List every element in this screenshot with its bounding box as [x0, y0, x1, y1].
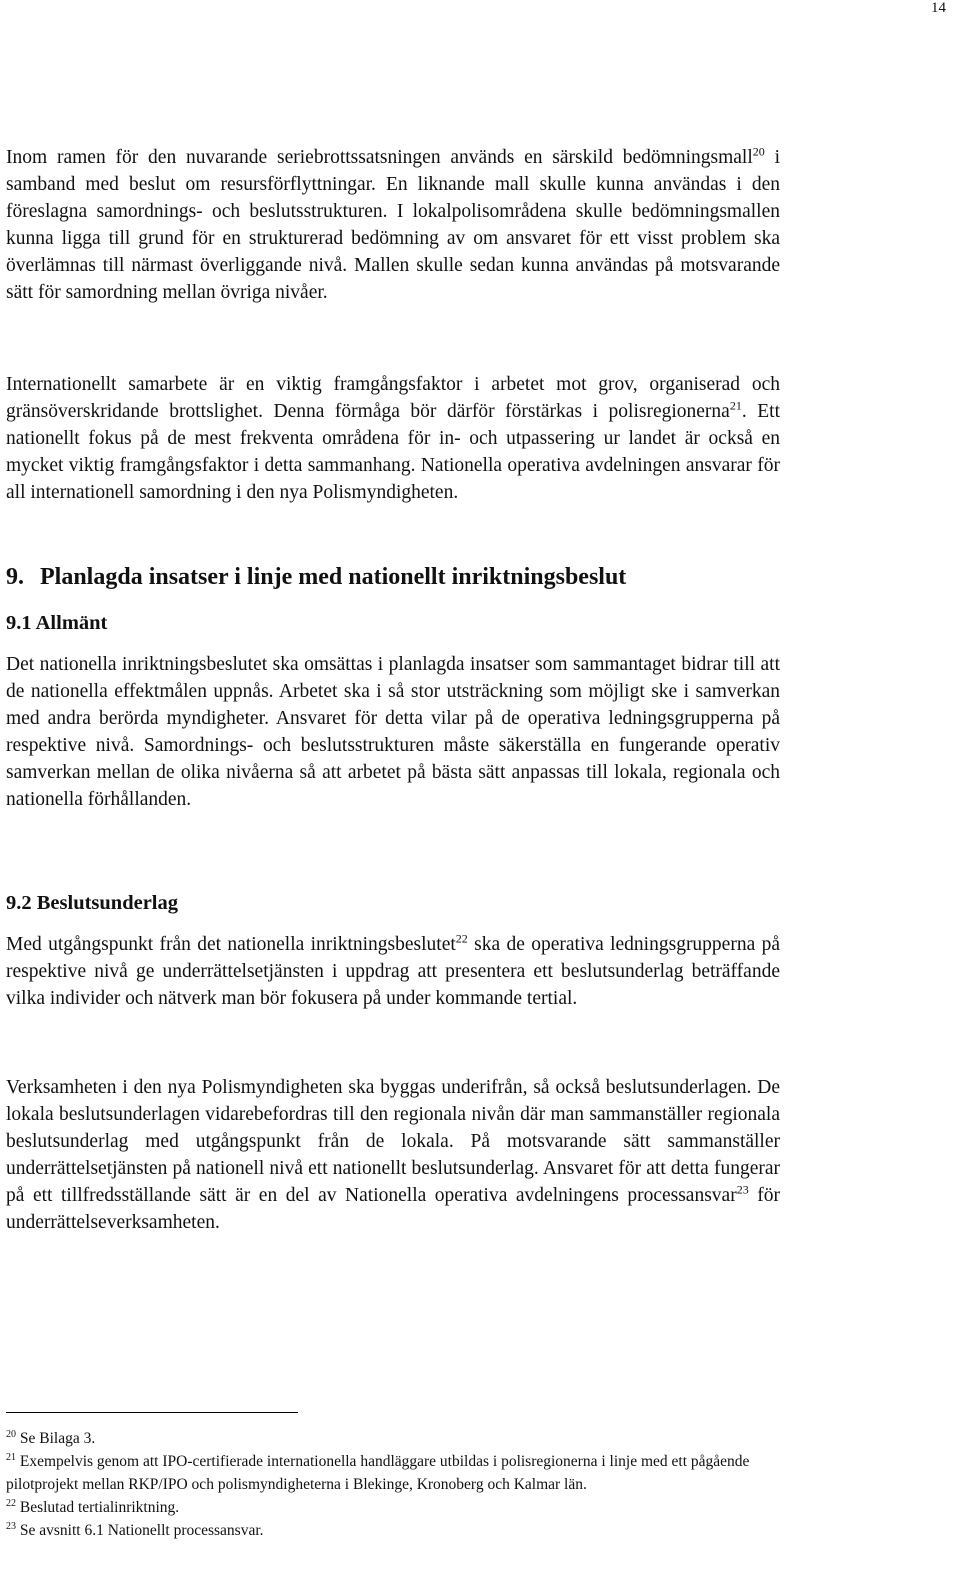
section-title-9: Planlagda insatser i linje med nationellt inriktningsbeslut — [40, 564, 627, 590]
footnote-number: 23 — [6, 1520, 16, 1532]
paragraph-2-text-b: . Ett nationellt fokus på de mest frekventa områdena för in- och utpassering ur landet är också en mycket viktig framgångsfaktor i detta sammanhang. Nationella operativa avdelningen ansvarar för all internationell samordning i den nya Polismyndigheten. — [6, 401, 781, 503]
paragraph-4-text-b: ska de operativa ledningsgrupperna på respektive nivå ge underrättelsetjänsten i uppdrag att presentera ett beslutsunderlag beträffande vilka individer och nätverk man bör fokusera på under kommande tertial. — [6, 934, 780, 1009]
footnote-ref-22: 22 — [455, 931, 468, 946]
footnote-text: Se Bilaga 3. — [16, 1430, 96, 1447]
paragraph-4 — [6, 931, 780, 1012]
paragraph-2 — [6, 371, 780, 506]
paragraph-5 — [6, 1074, 780, 1236]
paragraph-5-text-a: Verksamheten i den nya Polismyndigheten ska byggas underifrån, så också beslutsunderlagen. De lokala beslutsunderlagen vidarebefordras till den regionala nivån där man sammanställer regionala beslutsunderlag med utgångspunkt från de lokala. På motsvarande sätt sammanställer underrättelsetjänsten på nationell nivå ett nationellt beslutsunderlag. Ansvaret för att detta fungerar på ett tillfredsställande sätt är en del av Nationella operativa avdelningens processansvar — [6, 1077, 780, 1206]
page-number: 14 — [931, 0, 946, 16]
section-number-9: 9. — [6, 564, 24, 590]
footnote-20 — [6, 1427, 780, 1450]
paragraph-5-text-b: för underrättelseverksamheten. — [6, 1185, 780, 1233]
footnote-text: Se avsnitt 6.1 Nationellt processansvar. — [16, 1522, 264, 1539]
footnote-number: 21 — [6, 1451, 16, 1463]
paragraph-1 — [6, 144, 780, 306]
footnotes — [6, 1427, 780, 1542]
footnote-22 — [6, 1496, 780, 1519]
footnote-ref-20: 20 — [752, 144, 765, 159]
footnote-ref-21: 21 — [729, 398, 742, 413]
paragraph-1-text-a: Inom ramen för den nuvarande seriebrottssatsningen används en särskild bedömningsmall — [6, 147, 753, 168]
paragraph-4-text-a: Med utgångspunkt från det nationella inriktningsbeslutet — [6, 934, 456, 955]
paragraph-3: Det nationella inriktningsbeslutet ska omsättas i planlagda insatser som sammantaget bidrar till att de nationella effektmålen uppnås. Arbetet ska i så stor utsträckning som möjligt ske i samverkan med andra berörda myndigheter. Ansvaret för detta vilar på de operativa ledningsgrupperna på respektive nivå. Samordnings- och beslutsstrukturen måste säkerställa en fungerande operativ samverkan mellan de olika nivåerna så att arbetet på bästa sätt anpassas till lokala, regionala och nationella förhållanden. — [6, 654, 780, 810]
section-heading-9-1: 9.1 Allmänt — [6, 612, 108, 634]
footnote-23 — [6, 1519, 780, 1542]
paragraph-2-text-a: Internationellt samarbete är en viktig framgångsfaktor i arbetet mot grov, organiserad och gränsöverskridande brottslighet. Denna förmåga bör därför förstärkas i polisregionerna — [6, 374, 780, 422]
section-heading-9 — [6, 564, 806, 591]
footnote-number: 20 — [6, 1428, 16, 1440]
footnote-text: Exempelvis genom att IPO-certifierade internationella handläggare utbildas i polisregionerna i linje med ett pågående pilotprojekt mellan RKP/IPO och polismyndigheterna i Blekinge, Kronoberg och Kalmar län. — [6, 1453, 750, 1493]
footnote-separator — [6, 1412, 298, 1413]
section-heading-9-2: 9.2 Beslutsunderlag — [6, 892, 178, 914]
footnote-ref-23: 23 — [736, 1182, 749, 1197]
footnote-text: Beslutad tertialinriktning. — [16, 1499, 180, 1516]
footnote-21 — [6, 1450, 780, 1496]
footnote-number: 22 — [6, 1497, 16, 1509]
paragraph-1-text-b: i samband med beslut om resursförflyttningar. En liknande mall skulle kunna användas i den föreslagna samordnings- och beslutsstrukturen. I lokalpolisområdena skulle bedömningsmallen kunna ligga till grund för en strukturerad bedömning av om ansvaret för ett visst problem ska överlämnas till närmast överliggande nivå. Mallen skulle sedan kunna användas på motsvarande sätt för samordning mellan övriga nivåer. — [6, 147, 780, 303]
